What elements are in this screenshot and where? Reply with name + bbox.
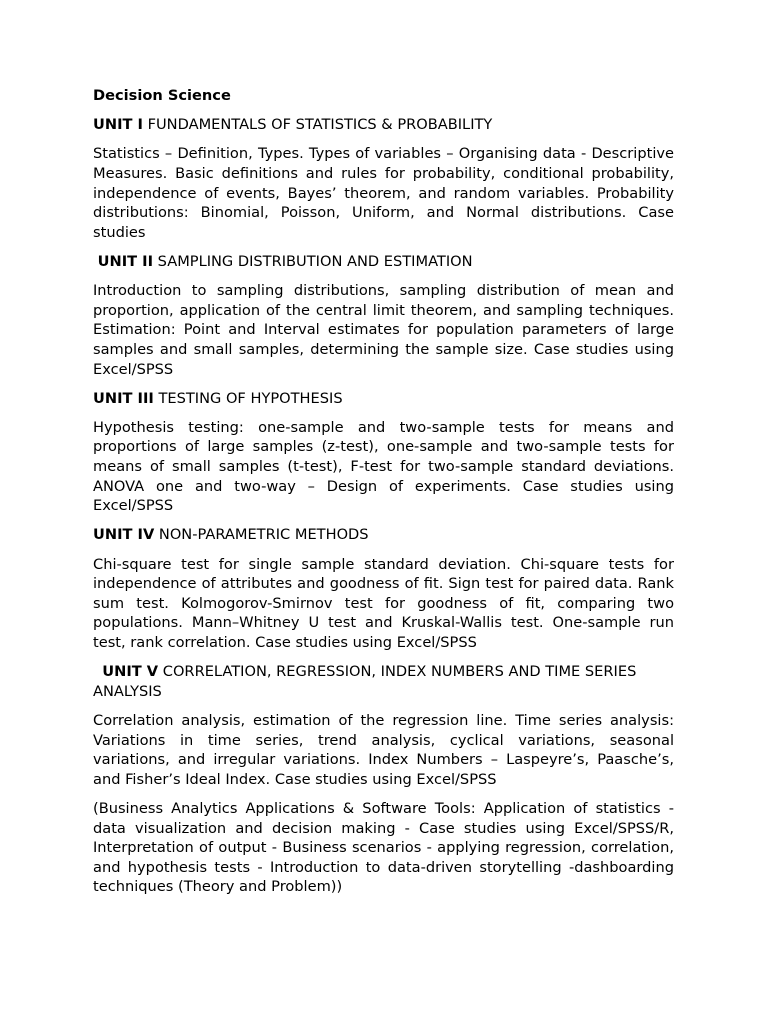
- closing-note: (Business Analytics Applications & Software Tools: Application of statistics - data visualization and decision making - Case studies using Excel/SPSS/R, Interpretation of output - Business scenarios - applying regression, correlation, and hypothesis tests - Introduction to data-driven storytelling -dashboarding techniques (Theory and Problem)): [93, 799, 674, 896]
- unit-1-body: Statistics – Definition, Types. Types of variables – Organising data - Descriptive Measures. Basic definitions and rules for probability, conditional probability, independence of events, Bayes’ theorem, and random variables. Probability distributions: Binomial, Poisson, Uniform, and Normal distributions. Case studies: [93, 145, 674, 241]
- unit-2-title: SAMPLING DISTRIBUTION AND ESTIMATION: [157, 252, 473, 270]
- unit-2-label: UNIT II: [97, 252, 154, 270]
- unit-2-heading: [93, 252, 674, 272]
- unit-2-body: Introduction to sampling distributions, sampling distribution of mean and proportion, application of the central limit theorem, and sampling techniques. Estimation: Point and Interval estimates for population parameters of large samples and small samples, determining the sample size. Case studies using Excel/SPSS: [93, 282, 674, 378]
- unit-4-heading: [93, 525, 674, 545]
- unit-4-title: NON-PARAMETRIC METHODS: [158, 526, 369, 544]
- document-page: [93, 86, 674, 907]
- unit-5-body: Correlation analysis, estimation of the regression line. Time series analysis: Variations in time series, trend analysis, cyclical variations, seasonal variations, and irregular variations. Index Numbers – Laspeyre’s, Paasche’s, and Fisher’s Ideal Index. Case studies using Excel/SPSS: [93, 711, 674, 788]
- unit-5-label: UNIT V: [102, 663, 159, 681]
- unit-3-body: Hypothesis testing: one-sample and two-sample tests for means and proportions of large samples (z-test), one-sample and two-sample tests for means of small samples (t-test), F-test for two-sample standard deviations. ANOVA one and two-way – Design of experiments. Case studies using Excel/SPSS: [93, 418, 674, 515]
- unit-3-title: TESTING OF HYPOTHESIS: [158, 389, 343, 407]
- unit-4-label: UNIT IV: [93, 526, 155, 544]
- unit-1-heading: [93, 115, 674, 135]
- unit-3-heading: [93, 389, 674, 409]
- unit-4-body: Chi-square test for single sample standard deviation. Chi-square tests for independence of attributes and goodness of fit. Sign test for paired data. Rank sum test. Kolmogorov-Smirnov test for goodness of fit, comparing two populations. Mann–Whitney U test and Kruskal-Wallis test. One-sample run test, rank correlation. Case studies using Excel/SPSS: [93, 555, 674, 651]
- unit-3-label: UNIT III: [93, 389, 154, 407]
- unit-1-title: FUNDAMENTALS OF STATISTICS & PROBABILITY: [147, 116, 493, 134]
- unit-5-heading: [93, 662, 674, 701]
- unit-5-title: CORRELATION, REGRESSION, INDEX NUMBERS AND TIME SERIES ANALYSIS: [93, 663, 637, 700]
- unit-1-label: UNIT I: [93, 116, 143, 134]
- unit-5-indent: [93, 663, 102, 680]
- document-title: Decision Science: [93, 87, 231, 104]
